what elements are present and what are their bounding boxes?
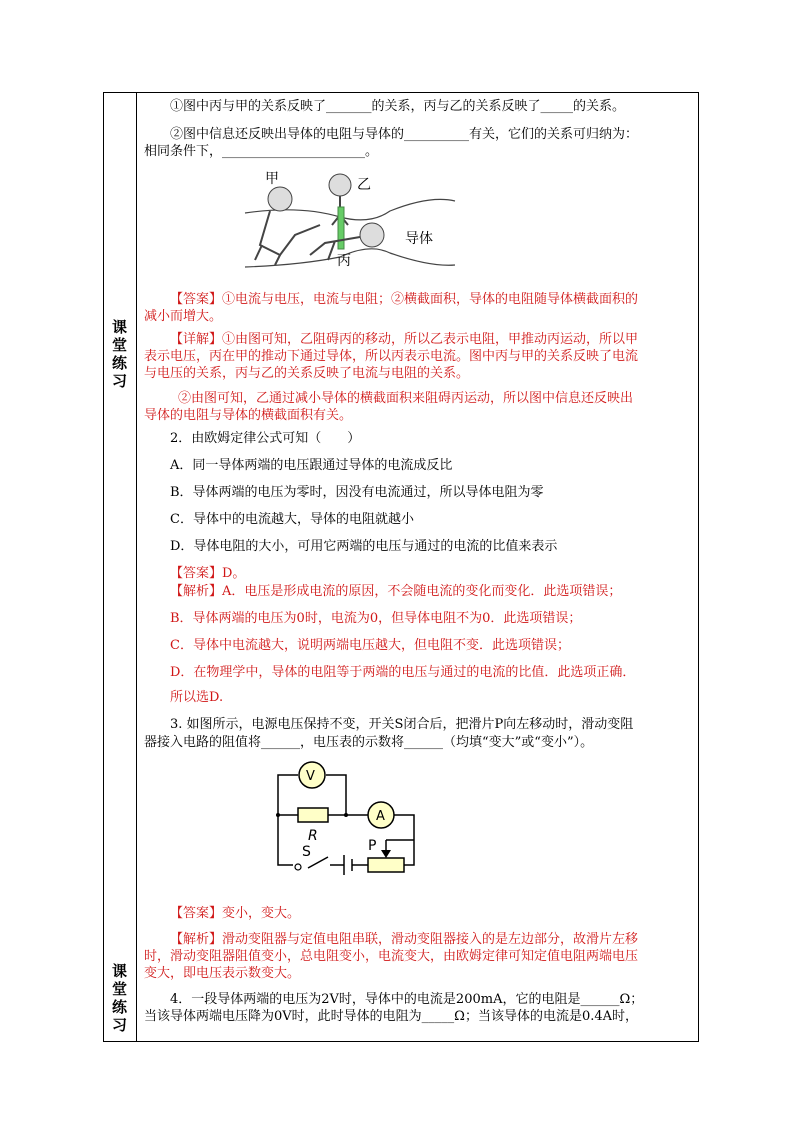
q1-detail-e: 导体的电阻与导体的横截面积有关。	[144, 408, 353, 423]
q1-detail-d: ②由图可知，乙通过减小导体的横截面积来阻碍丙运动，所以图中信息还反映出	[178, 391, 634, 406]
resistor-icon	[298, 808, 328, 822]
q2-answer: 【答案】D。	[170, 566, 246, 581]
label-yi: 乙	[357, 177, 371, 193]
q1-detail-a: 【详解】①由图可知，乙阻碍丙的移动，所以乙表示电阻，甲推动丙运动，所以甲	[170, 332, 639, 347]
q1-answer-a: 【答案】①电流与电压，电流与电阻；②横截面积，导体的电阻随导体横截面积的	[170, 292, 639, 307]
q1-line2a: ②图中信息还反映出导体的电阻与导体的__________有关，它们的关系可归纳为：	[170, 127, 639, 142]
side-label-bottom	[103, 962, 136, 1034]
label-slider: P	[368, 838, 377, 854]
q2-option-a: A．同一导体两端的电压跟通过导体的电流成反比	[170, 458, 453, 473]
rheostat-icon	[368, 858, 404, 872]
q2-stem: 2．由欧姆定律公式可知（ ）	[170, 431, 361, 446]
label-ammeter: A	[376, 809, 385, 824]
side-label-top	[103, 318, 136, 390]
q2-option-d: D．导体电阻的大小，可用它两端的电压与通过的电流的比值来表示	[170, 539, 558, 554]
label-voltmeter: V	[306, 769, 315, 784]
q3-stem-a: 3. 如图所示，电源电压保持不变，开关S闭合后，把滑片P向左移动时，滑动变阻	[170, 717, 634, 732]
circuit-diagram	[268, 760, 428, 895]
q1-line2b: 相同条件下，______________________。	[144, 144, 379, 159]
q3-analysis-b: 时，滑动变阻器阻值变小，总电阻变小，电流变大，由欧姆定律可知定值电阻两端电压	[144, 949, 639, 964]
label-switch: S	[302, 844, 311, 860]
side-char: 练	[111, 354, 127, 372]
q2-option-c: C．导体中的电流越大，导体的电阻就越小	[170, 512, 414, 527]
q1-line1: ①图中丙与甲的关系反映了_______的关系，丙与乙的关系反映了_____的关系。	[170, 99, 626, 114]
conductor-figure	[240, 165, 460, 275]
side-char: 习	[111, 1016, 127, 1034]
side-char: 堂	[111, 336, 127, 354]
q4-line1: 4．一段导体两端的电压为2V时，导体中的电流是200mA，它的电阻是______Ω；	[170, 992, 644, 1007]
q4-line2: 当该导体两端电压降为0V时，此时导体的电阻为_____Ω；当该导体的电流是0.4A时，	[144, 1009, 639, 1024]
q3-answer: 【答案】变小，变大。	[170, 906, 301, 921]
q3-analysis-c: 变大，即电压表示数变大。	[144, 966, 301, 981]
label-resistor: R	[308, 828, 318, 844]
q2-option-b: B．导体两端的电压为零时，因没有电流通过，所以导体电阻为零	[170, 485, 544, 500]
q1-answer-b: 减小而增大。	[144, 309, 223, 324]
q2-analysis-a: 【解析】A．电压是形成电流的原因，不会随电流的变化而变化．此选项错误；	[170, 584, 622, 599]
label-bing: 丙	[337, 253, 351, 269]
label-jia: 甲	[265, 171, 279, 187]
q2-analysis-d: D．在物理学中，导体的电阻等于两端的电压与通过的电流的比值．此选项正确．	[170, 665, 636, 680]
q3-analysis-a: 【解析】滑动变阻器与定值电阻串联，滑动变阻器接入的是左边部分，故滑片左移	[170, 932, 639, 947]
q1-detail-b: 表示电压，丙在甲的推动下通过导体，所以丙表示电流。图中丙与甲的关系反映了电流	[144, 349, 639, 364]
column-divider	[136, 92, 137, 1042]
side-char: 堂	[111, 980, 127, 998]
q2-analysis-b: B．导体两端的电压为0时，电流为0，但导体电阻不为0．此选项错误；	[170, 611, 582, 626]
q2-analysis-e: 所以选D.	[170, 690, 224, 705]
side-char: 课	[111, 962, 127, 980]
label-conductor: 导体	[405, 231, 433, 247]
q2-analysis-c: C．导体中电流越大，说明两端电压越大，但电阻不变．此选项错误；	[170, 638, 570, 653]
side-char: 练	[111, 998, 127, 1016]
q1-detail-c: 与电压的关系，丙与乙的关系反映了电流与电阻的关系。	[144, 366, 470, 381]
side-char: 课	[111, 318, 127, 336]
side-char: 习	[111, 372, 127, 390]
q3-stem-b: 器接入电路的阻值将______，电压表的示数将______（均填“变大”或“变小”）。	[144, 735, 594, 750]
